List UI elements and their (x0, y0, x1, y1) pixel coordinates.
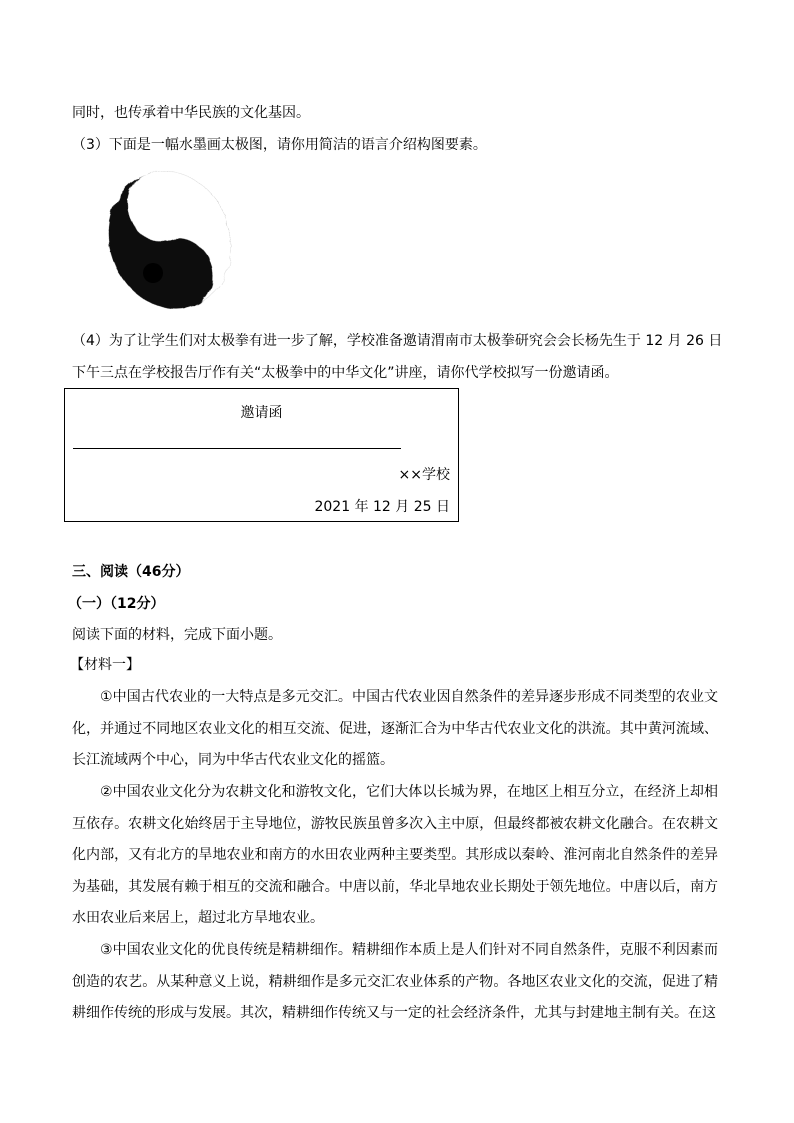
paragraph-3: ③中国农业文化的优良传统是精耕细作。精耕细作本质上是人们针对不同自然条件，克服不利因素而创造的农艺。从某种意义上说，精耕细作是多元交汇农业体系的产物。各地区农业文化的交流，促进了精耕细作传统的形成与发展。其次，精耕细作传统又与一定的社会经济条件，尤其与封建地主制有关。在这 (72, 942, 718, 1022)
paragraph-2: ②中国农业文化分为农耕文化和游牧文化，它们大体以长城为界，在地区上相互分立，在经济上却相互依存。农耕文化始终居于主导地位，游牧民族虽曾多次入主中原，但最终都被农耕文化融合。在农耕文化内部，又有北方的旱地农业和南方的水田农业两种主要类型。其形成以秦岭、淮河南北自然条件的差异为基础，其发展有赖于相互的交流和融合。中唐以前，华北旱地农业长期处于领先地位。中唐以后，南方水田农业后来居上，超过北方旱地农业。 (72, 784, 718, 927)
subsection-heading: （一）（12分） (68, 596, 165, 612)
question-3: （3）下面是一幅水墨画太极图，请你用简洁的语言介绍构图要素。 (72, 137, 487, 153)
material-label: 【材料一】 (70, 657, 140, 673)
question-4-line2: 下午三点在学校报告厅作有关“太极拳中的中华文化”讲座，请你代学校拟写一份邀请函。 (72, 365, 619, 381)
invitation-school: ××学校 (398, 467, 450, 483)
paragraph-1: ①中国古代农业的一大特点是多元交汇。中国古代农业因自然条件的差异逐步形成不同类型的农业文化，并通过不同地区农业文化的相互交流、促进，逐渐汇合为中华古代农业文化的洪流。其中黄河流域、长江流域两个中心，同为中华古代农业文化的摇篮。 (72, 689, 718, 769)
text-line: 同时，也传承着中华民族的文化基因。 (72, 105, 310, 121)
taiji-ink-image (106, 165, 234, 315)
invitation-box (64, 388, 459, 522)
invitation-date: 2021 年 12 月 25 日 (314, 499, 450, 515)
invitation-title: 邀请函 (240, 405, 283, 421)
question-4-line1: （4）为了让学生们对太极拳有进一步了解，学校准备邀请渭南市太极拳研究会会长杨先生于 12 月 26 日 (72, 333, 723, 349)
section-heading: 三、阅读（46分） (72, 564, 190, 580)
answer-line (73, 448, 401, 449)
instruction: 阅读下面的材料，完成下面小题。 (72, 627, 282, 643)
